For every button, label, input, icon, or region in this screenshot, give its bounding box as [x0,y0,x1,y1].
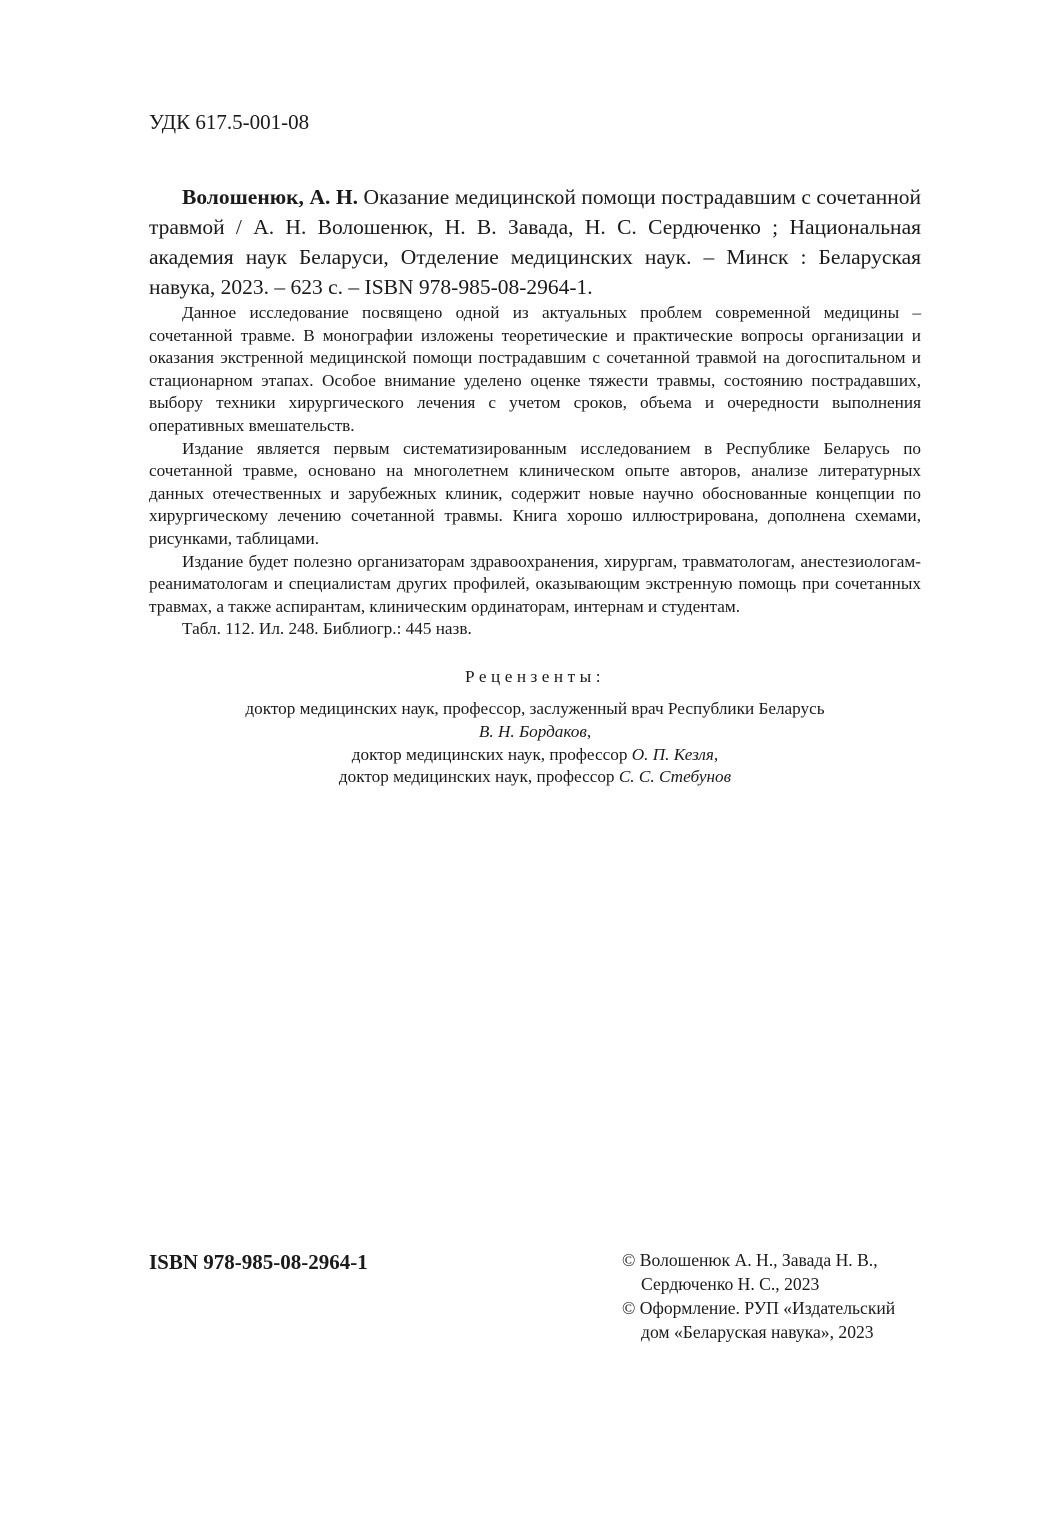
reviewer-1-name: В. Н. Бордаков [478,721,587,741]
reviewers-heading: Рецензенты: [465,667,605,686]
reviewer-2: доктор медицинских наук, профессор О. П. Кезля, [351,744,719,764]
annotation-stats: Табл. 112. Ил. 248. Библиогр.: 445 назв. [182,619,472,639]
annotation-paragraph: Издание является первым систематизированным исследованием в Республике Беларусь по сочетанной травме, основано на многолетнем клиническом опыте авторов, анализе литературных данных отечественных и зарубежных клиник, содержит новые научно обоснованные концепции по хирургическому лечению сочетанной травмы. Книга хорошо иллюстрирована, дополнена схемами, рисунками, таблицами. [149,438,921,548]
isbn: ISBN 978-985-08-2964-1 [149,1250,368,1274]
annotation-paragraph: Издание будет полезно организаторам здравоохранения, хирургам, травматологам, анестезиологам-реаниматологам и специалистам других профилей, оказывающим экстренную помощь при сочетанных травмах, а также аспирантам, клиническим ординаторам, интернам и студентам. [149,551,921,616]
annotation-paragraph: Данное исследование посвящено одной из актуальных проблем современной медицины – сочетанной травме. В монографии изложены теоретические и практические вопросы организации и оказания экстренной медицинской помощи пострадавшим с сочетанной травмой на догоспитальном и стационарном этапах. Особое внимание уделено оценке тяжести травмы, состоянию пострадавших, выбору техники хирургического лечения с учетом сроков, объема и очередности выполнения оперативных вмешательств. [149,303,921,435]
reviewer-3-name: С. С. Стебунов [618,767,732,787]
copyright-authors-cont: Сердюченко Н. С., 2023 [641,1274,820,1294]
copyright-design: © Оформление. РУП «Издательский [622,1298,896,1318]
reviewer-3-title: доктор медицинских наук, профессор [338,767,619,787]
udk-code: УДК 617.5-001-08 [149,110,310,134]
reviewer-3 [149,766,921,789]
copyright-design-cont: дом «Беларуская навука», 2023 [641,1322,874,1342]
reviewer-1-title: доктор медицинских наук, профессор, заслуженный врач Республики Беларусь [245,699,825,718]
copyright-authors: © Волошенюк А. Н., Завада Н. В., [622,1250,878,1270]
reviewers-list [149,698,921,789]
reviewer-2-title: доктор медицинских наук, профессор [351,744,632,764]
bibliographic-text: Оказание медицинской помощи пострадавшим с сочетанной травмой / А. Н. Волошенюк, Н. В. Завада, Н. С. Сердюченко ; Национальная академия наук Беларуси, Отделение медицинских наук. – Минск : Беларуская навука, 2023. – 623 с. – ISBN 978-985-08-2964-1. [149,185,921,299]
bibliographic-record [149,182,921,302]
author-name: Волошенюк, А. Н. [182,185,358,209]
copyright-block [622,1248,942,1344]
annotation [149,302,921,641]
reviewer-2-name: О. П. Кезля [631,744,714,764]
reviewer-1: В. Н. Бордаков, [478,721,592,741]
